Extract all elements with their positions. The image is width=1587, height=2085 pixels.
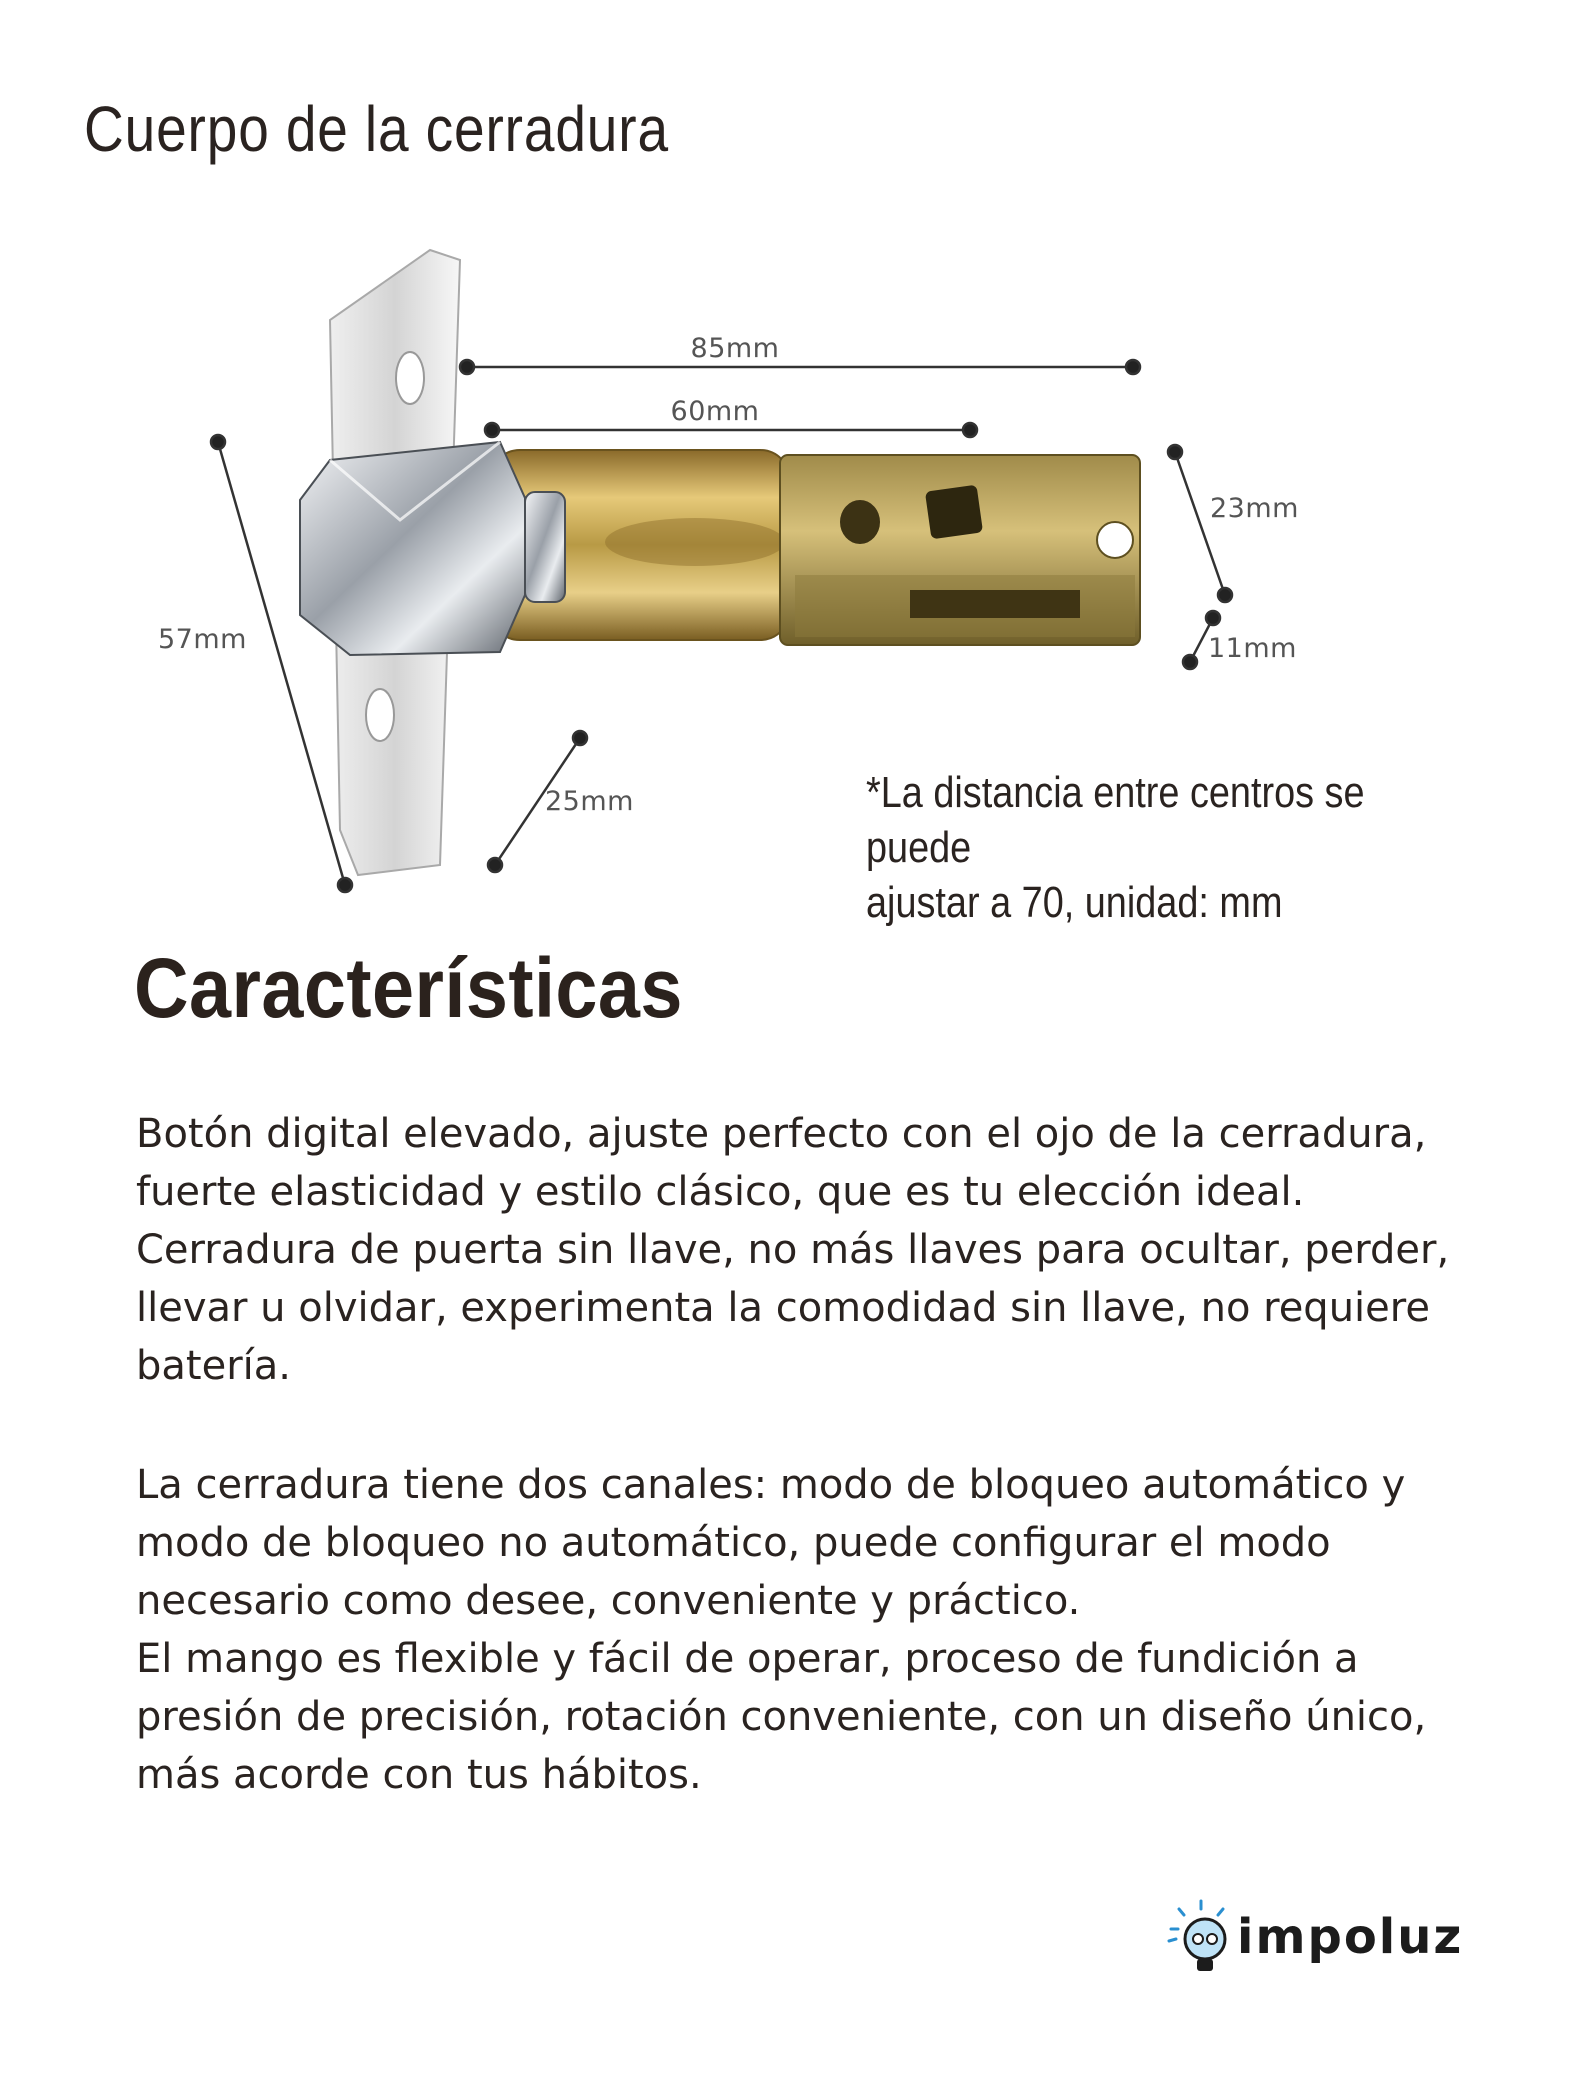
paragraph-2b-text: El mango es flexible y fácil de operar, proceso de fundición a presión de precisión, rotación conveniente, con un diseño único, más acorde con tus hábitos. xyxy=(136,1636,1427,1798)
slot xyxy=(910,590,1080,618)
dim-23mm: 23mm xyxy=(1210,493,1299,524)
note-line-2: ajustar a 70, unidad: mm xyxy=(866,878,1283,927)
cam-hole xyxy=(840,500,880,544)
dim-60mm: 60mm xyxy=(670,396,760,427)
features-paragraph-1 xyxy=(136,1105,1466,1395)
brand-logo xyxy=(1165,1892,1485,1982)
brand-name: impoluz xyxy=(1237,1909,1464,1965)
features-paragraph-2 xyxy=(136,1456,1466,1804)
dim-57mm: 57mm xyxy=(158,624,247,655)
dim-85mm: 85mm xyxy=(690,333,780,364)
latch-bolt xyxy=(300,442,525,655)
page-title: Cuerpo de la cerradura xyxy=(84,93,669,165)
lightbulb-icon xyxy=(1165,1897,1237,1977)
center-distance-note xyxy=(866,765,1468,930)
dim-25mm: 25mm xyxy=(545,786,634,817)
housing-hole xyxy=(1097,522,1133,558)
plate-hole-bottom xyxy=(366,689,394,741)
features-heading: Características xyxy=(134,941,683,1035)
dim-11mm: 11mm xyxy=(1208,633,1297,664)
paragraph-1-text: Botón digital elevado, ajuste perfecto con el ojo de la cerradura, fuerte elasticidad y estilo clásico, que es tu elección ideal. Cerradura de puerta sin llave, no más llaves para ocultar, perder, llevar u olvidar, experimenta la comodidad sin llave, no requiere batería. xyxy=(136,1111,1450,1389)
plate-hole-top xyxy=(396,352,424,404)
note-line-1: *La distancia entre centros se puede xyxy=(866,768,1365,872)
paragraph-2a-text: La cerradura tiene dos canales: modo de bloqueo automático y modo de bloqueo no automático, puede configurar el modo necesario como desee, conveniente y práctico. xyxy=(136,1462,1406,1624)
spindle-square xyxy=(925,485,983,540)
